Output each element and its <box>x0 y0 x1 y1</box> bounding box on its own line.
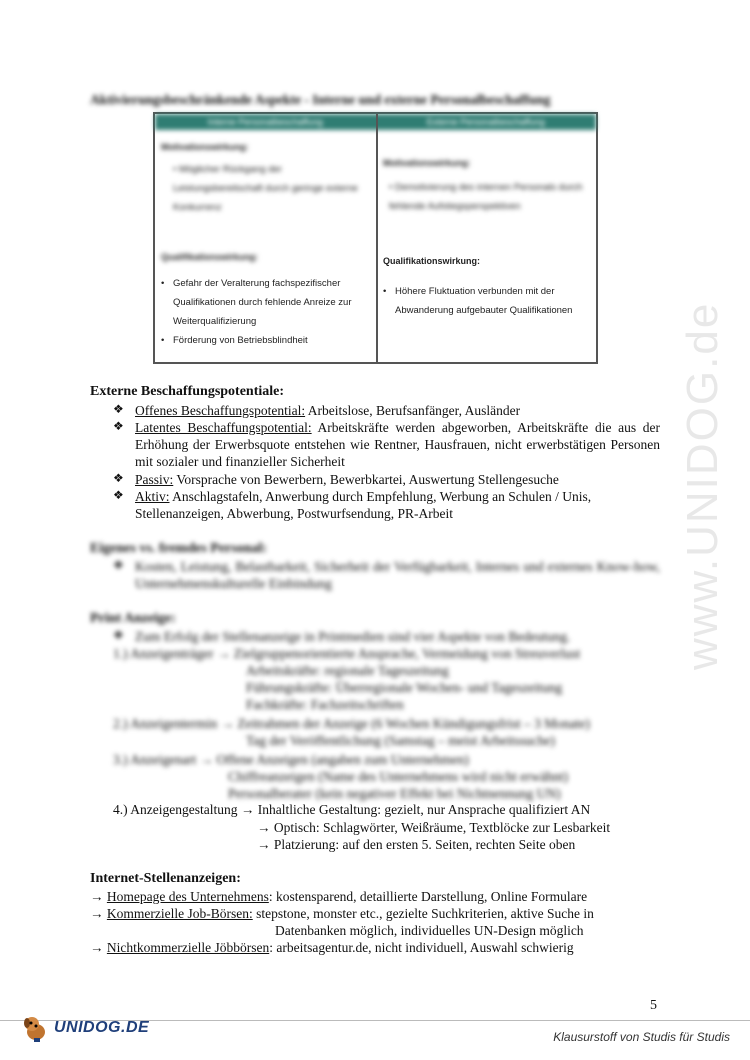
watermark-text: www.UNIDOG.de <box>678 301 727 670</box>
print-intro: Zum Erfolg der Stellenanzeige in Printmedien sind vier Aspekte von Bedeutung. <box>135 629 571 644</box>
print-line-1a: Arbeitskräfte: regionale Tageszeitung <box>246 663 449 678</box>
table-header-external: Externe Personalbeschaffung <box>426 117 545 127</box>
unidog-logo <box>20 1013 149 1043</box>
internet-item-homepage: → Homepage des Unternehmens: kostensparend, detaillierte Darstellung, Online Formulare <box>90 889 588 904</box>
cell-qual-text-internal: • Gefahr der Veralterung fachspezifischer Qualifikationen durch fehlende Anreize zur Weiterqualifizierung • Förderung von Betriebsblindheit <box>161 278 352 346</box>
print-line-2a: Tag der Veröffentlichung (Samstag – meist Arbeitssuche) <box>246 733 555 748</box>
cell-motivation-text-external: • Demotivierung des internen Personals durch fehlende Aufstiegsperspektiven <box>389 182 583 212</box>
cell-motivation-text-internal: • Möglicher Rückgang der Leistungsbereitschaft durch geringe externe Konkurrenz <box>173 164 358 213</box>
comparison-table <box>153 112 598 364</box>
print-line-3a: Chiffreanzeigen (Name des Unternehmens wird nicht erwähnt) <box>228 769 569 784</box>
print-line-1c: Fachkräfte: Fachzeitschriften <box>246 697 404 712</box>
footer-slogan: Klausurstoff von Studis für Studis <box>553 1030 730 1044</box>
eigenes-title: Eigenes vs. fremdes Personal: <box>90 541 268 556</box>
print-line-1: 1.) Anzeigenträger → Zielgruppenorientierte Ansprache, Vermeidung von Streuverlust <box>113 646 581 661</box>
page-number: 5 <box>650 998 657 1013</box>
table-header-internal: Interne Personalbeschaffung <box>207 117 323 127</box>
print-line-4a: → Optisch: Schlagwörter, Weißräume, Textblöcke zur Lesbarkeit <box>257 820 611 835</box>
print-line-4b: → Platzierung: auf den ersten 5. Seiten, rechten Seite oben <box>257 837 576 852</box>
externe-item-aktiv: Aktiv: Anschlagstafeln, Anwerbung durch Empfehlung, Werbung an Schulen / Unis, Stellenanzeigen, Abwerbung, Postwurfsendung, PR-Arbeit <box>135 489 592 521</box>
diamond-bullet-icon: ❖ <box>113 558 124 572</box>
print-line-3: 3.) Anzeigenart → Offene Anzeigen (angaben zum Unternehmen) <box>113 752 469 767</box>
internet-item-kommerziell-cont: Datenbanken möglich, individuelles UN-Design möglich <box>275 923 584 938</box>
externe-item-latentes: Latentes Beschaffungspotential: Arbeitskräfte werden abgeworben, Arbeitskräfte die aus der Erhöhung der Erwerbsquote entstehen wie Rentner, Hausfrauen, nicht erwerbstätigen Personen mit sozialer und finanzieller Sicherheit <box>135 420 661 469</box>
internet-item-nichtkommerziell: → Nichtkommerzielle Jöbbörsen: arbeitsagentur.de, nicht individuell, Auswahl schwierig <box>90 940 574 955</box>
dog-mascot-icon <box>20 1013 50 1043</box>
externe-item-offenes: Offenes Beschaffungspotential: Arbeitslose, Berufsanfänger, Ausländer <box>135 403 521 418</box>
eigenes-item: Kosten, Leistung, Belastbarkeit, Sicherheit der Verfügbarkeit, Internes und externes Know-how, Unternehmenskulturelle Einbindung <box>135 559 660 591</box>
internet-title: Internet-Stellenanzeigen: <box>90 871 241 886</box>
cell-motivation-label-internal: Motivationswirkung: <box>161 142 249 152</box>
diamond-bullet-icon: ❖ <box>113 402 124 416</box>
blurred-heading: Aktivierungsbeschränkende Aspekte - Interne und externe Personalbeschaffung <box>90 92 551 107</box>
diamond-bullet-icon: ❖ <box>113 628 124 642</box>
print-title: Print Anzeige: <box>90 611 176 626</box>
table-divider <box>376 114 378 362</box>
cell-qual-text-external: • Höhere Fluktuation verbunden mit der Abwanderung aufgebauter Qualifikationen <box>383 286 573 316</box>
print-line-1b: Führungskräfte: Überregionale Wochen- und Tageszeitung <box>246 680 563 695</box>
print-line-2: 2.) Anzeigentermin → Zeitrahmen der Anzeige (6 Wochen Kündigungsfrist – 3 Monate) <box>113 716 591 731</box>
print-line-3b: Personalberater (kein negativer Effekt bei Nichtnennung UN) <box>228 786 561 801</box>
print-line-4: 4.) Anzeigengestaltung → Inhaltliche Gestaltung: gezielt, nur Ansprache qualifiziert AN <box>113 802 591 817</box>
cell-qual-label-external: Qualifikationswirkung: <box>383 256 481 266</box>
externe-item-passiv: Passiv: Vorsprache von Bewerbern, Bewerbkartei, Auswertung Stellengesuche <box>135 472 559 487</box>
internet-item-kommerziell: → Kommerzielle Job-Börsen: stepstone, monster etc., gezielte Suchkriterien, aktive Suche in <box>90 906 594 921</box>
logo-text: UNIDOG.DE <box>54 1019 150 1036</box>
externe-title: Externe Beschaffungspotentiale: <box>90 384 285 399</box>
cell-qual-label-internal: Qualifikationswirkung: <box>161 252 259 262</box>
diamond-bullet-icon: ❖ <box>113 471 124 485</box>
diamond-bullet-icon: ❖ <box>113 419 124 433</box>
cell-motivation-label-external: Motivationswirkung: <box>383 158 471 168</box>
diamond-bullet-icon: ❖ <box>113 488 124 502</box>
